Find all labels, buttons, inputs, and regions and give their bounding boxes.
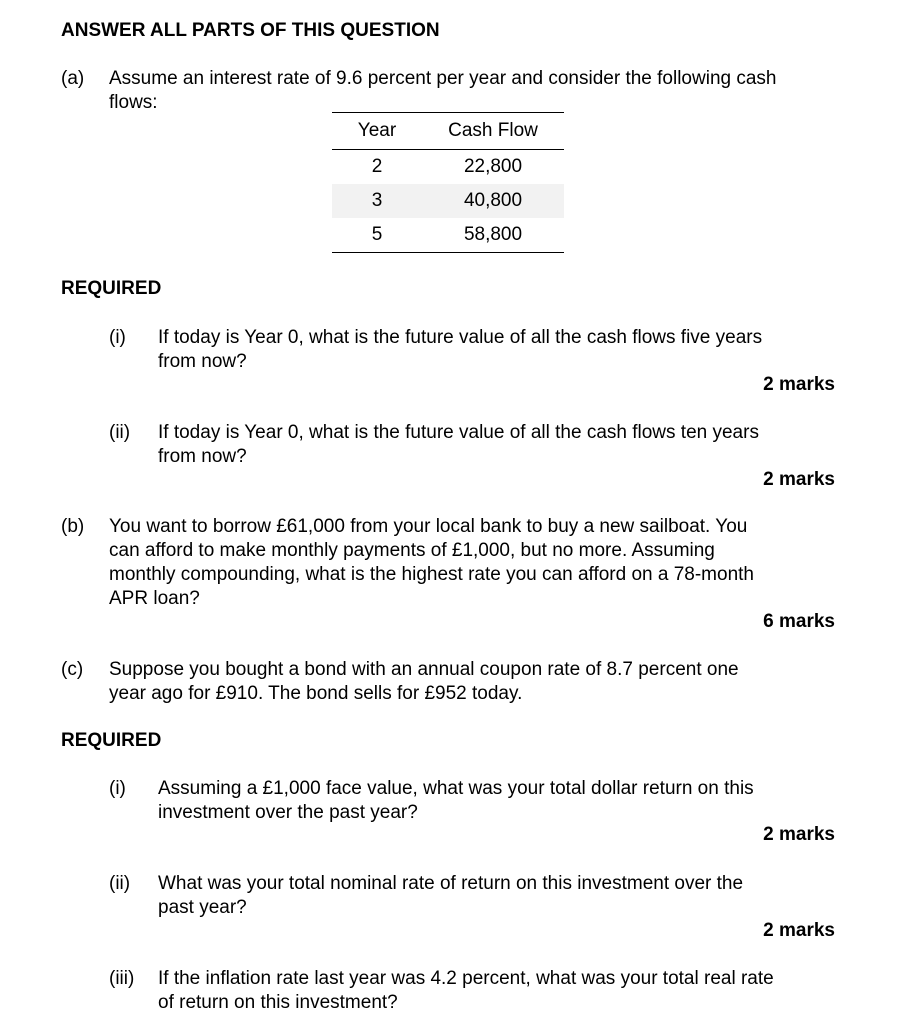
item-c-ii-line-2: past year? bbox=[158, 897, 247, 918]
item-c-ii-label: (ii) bbox=[109, 873, 131, 894]
table-header-row bbox=[332, 113, 564, 150]
table-row bbox=[332, 150, 564, 185]
cell-cash-flow: 22,800 bbox=[463, 156, 523, 177]
item-c-ii-text bbox=[158, 872, 858, 920]
part-c-text bbox=[109, 658, 849, 706]
part-b-line-1: You want to borrow £61,000 from your local bank to buy a new sailboat. You bbox=[109, 516, 748, 537]
item-c-i-label: (i) bbox=[109, 778, 126, 799]
question-title: ANSWER ALL PARTS OF THIS QUESTION bbox=[61, 20, 440, 41]
cell-year: 2 bbox=[371, 156, 383, 177]
item-a-ii-line-1: If today is Year 0, what is the future value of all the cash flows ten years bbox=[158, 422, 759, 443]
item-c-i-text bbox=[158, 777, 858, 825]
marks-a-ii: 2 marks bbox=[763, 469, 835, 490]
item-a-i-line-1: If today is Year 0, what is the future value of all the cash flows five years bbox=[158, 327, 763, 348]
cash-flow-table bbox=[332, 112, 564, 253]
part-b-line-4: APR loan? bbox=[109, 588, 200, 609]
item-c-iii-line-1: If the inflation rate last year was 4.2 percent, what was your total real rate bbox=[158, 968, 774, 989]
part-b-line-2: can afford to make monthly payments of £1,000, but no more. Assuming bbox=[109, 540, 715, 561]
cell-cash-flow: 40,800 bbox=[422, 184, 564, 218]
part-c-line-2: year ago for £910. The bond sells for £952 today. bbox=[109, 683, 523, 704]
item-c-iii-label: (iii) bbox=[109, 968, 135, 989]
required-heading-c: REQUIRED bbox=[61, 730, 162, 751]
item-c-ii-line-1: What was your total nominal rate of return on this investment over the bbox=[158, 873, 744, 894]
table-row bbox=[332, 184, 564, 218]
marks-c-i: 2 marks bbox=[763, 824, 835, 845]
item-c-i-line-2: investment over the past year? bbox=[158, 802, 418, 823]
part-a-line-1: Assume an interest rate of 9.6 percent per year and consider the following cash bbox=[109, 68, 777, 89]
cell-cash-flow: 58,800 bbox=[422, 218, 564, 253]
table-row bbox=[332, 218, 564, 253]
column-header-year: Year bbox=[332, 113, 422, 150]
part-a-label: (a) bbox=[61, 68, 85, 89]
part-a-line-2: flows: bbox=[109, 92, 158, 113]
part-a-text bbox=[109, 67, 869, 115]
item-c-i-line-1: Assuming a £1,000 face value, what was your total dollar return on this bbox=[158, 778, 754, 799]
part-c-line-1: Suppose you bought a bond with an annual coupon rate of 8.7 percent one bbox=[109, 659, 739, 680]
part-b-label: (b) bbox=[61, 516, 85, 537]
item-c-iii-line-2: of return on this investment? bbox=[158, 992, 398, 1013]
marks-b: 6 marks bbox=[763, 611, 835, 632]
item-a-i-text bbox=[158, 326, 858, 374]
part-b-text bbox=[109, 515, 849, 611]
item-c-iii-text bbox=[158, 967, 858, 1015]
item-a-ii-text bbox=[158, 421, 858, 469]
item-a-i-line-2: from now? bbox=[158, 351, 247, 372]
required-heading-a: REQUIRED bbox=[61, 278, 162, 299]
cell-year: 3 bbox=[332, 184, 422, 218]
item-a-ii-line-2: from now? bbox=[158, 446, 247, 467]
part-b-line-3: monthly compounding, what is the highest rate you can afford on a 78-month bbox=[109, 564, 754, 585]
marks-a-i: 2 marks bbox=[763, 374, 835, 395]
marks-c-ii: 2 marks bbox=[763, 920, 835, 941]
cell-year: 5 bbox=[332, 218, 422, 253]
part-c-label: (c) bbox=[61, 659, 84, 680]
column-header-cash-flow: Cash Flow bbox=[422, 113, 564, 150]
item-a-i-label: (i) bbox=[109, 327, 126, 348]
item-a-ii-label: (ii) bbox=[109, 422, 131, 443]
